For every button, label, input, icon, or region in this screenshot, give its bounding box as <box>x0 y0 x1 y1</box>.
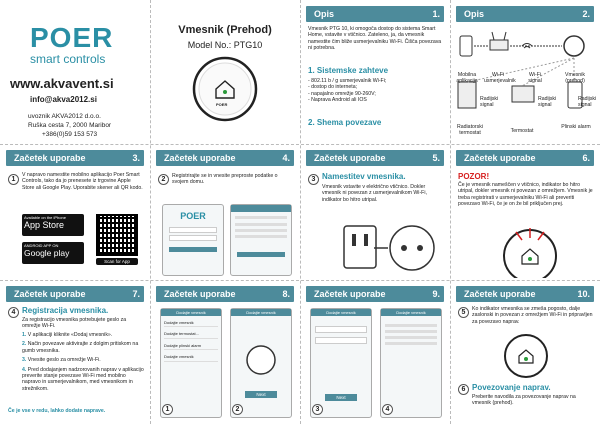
panel-header: Začetek uporabe 7. <box>6 286 144 302</box>
panel-header: Začetek uporabe 9. <box>306 286 444 302</box>
panel-start-6 <box>450 144 600 280</box>
requirements-title: 1. Sistemske zahteve <box>308 66 389 75</box>
phone-screen-home <box>230 204 292 276</box>
email[interactable]: info@akva2012.si <box>30 95 97 104</box>
importer-line2: Ruška cesta 7, 2000 Maribor <box>28 122 112 129</box>
step-title: Registracija vmesnika. <box>22 306 109 315</box>
panel-header: Začetek uporabe 5. <box>306 150 444 166</box>
step-number: 4 <box>382 404 393 415</box>
phone-screen-register <box>162 204 224 276</box>
product-title: Vmesnik (Prehod) <box>178 24 272 36</box>
registration-steps <box>22 332 144 395</box>
requirement-item: - dostop do interneta; <box>308 84 358 91</box>
importer-line1: uvoznik AKVA2012 d.o.o. <box>28 113 101 120</box>
signal-label: Radijski signal <box>578 96 597 109</box>
registration-step: 2. Način povezave aktivirajte z dolgim pritiskom na gumb vmesnika. <box>22 341 139 354</box>
panel-start-3 <box>0 144 150 280</box>
wifi-password-field[interactable] <box>315 337 367 344</box>
step-text: Ko indikator vmesnika se zmeša pogosto, dalje zaslonski in povezan z omrežjem Wi-Fi in pripravljen za povezavo naprav. <box>472 306 593 325</box>
gateway-connected-illustration <box>502 332 550 380</box>
importer-phone: +386(0)59 153 573 <box>42 131 98 138</box>
step-number: 5 <box>458 307 469 318</box>
bottom-device-label: Radiatorski termostat <box>457 124 483 137</box>
requirement-item: - napajalno omrežje 90-260V; <box>308 90 376 97</box>
device-label: Mobilna aplikacija <box>456 72 478 85</box>
app-store-button[interactable]: Available on the iPhone App Store <box>22 214 84 236</box>
requirements-list <box>308 78 386 104</box>
menu-item[interactable]: Dodajte vmesnik <box>164 354 218 361</box>
product-panel <box>150 0 300 144</box>
panel-header: Začetek uporabe 8. <box>156 286 294 302</box>
phone-screen-gateway-instructions: Dodajte vmesnik Next <box>230 308 292 418</box>
next-button[interactable]: Next <box>325 394 357 401</box>
google-play-button[interactable]: ANDROID APP ON Google play <box>22 242 84 264</box>
device-label: Wi-Fi usmerjevalnik <box>484 72 516 85</box>
bottom-device-label: Plinski alarm <box>561 124 591 130</box>
wifi-name-field[interactable] <box>315 326 367 333</box>
brand-tagline: smart controls <box>30 52 106 66</box>
phone-screen-status: Dodajte vmesnik <box>380 308 442 418</box>
panel-header: Začetek uporabe 4. <box>156 150 294 166</box>
gateway-device-illustration <box>192 56 258 122</box>
device-label: Wi-Fi signal <box>528 72 542 85</box>
plug-socket-illustration <box>340 222 440 276</box>
brand-logo: POER <box>30 22 114 53</box>
requirement-item: - 802.11 b / g usmerjevalnik Wi-Fi; <box>308 78 387 84</box>
step-number: 2 <box>158 174 169 185</box>
registration-step: 1. V aplikaciji kliknite «Dodaj vmesnik». <box>22 332 113 338</box>
app-logo: POER <box>180 211 206 221</box>
step-text: Vmesnik vstavite v električno vtičnico. Dokler vmesnik ni povezan z usmerjevalnikom Wi-Fi, indikator bo hitro utripal. <box>322 184 427 203</box>
step-number: 6 <box>458 384 469 395</box>
step-number: 1 <box>8 174 19 185</box>
step-number: 2 <box>232 404 243 415</box>
step-number: 4 <box>8 307 19 318</box>
brand-panel <box>0 0 150 144</box>
panel-start-5 <box>300 144 450 280</box>
warning-title: POZOR! <box>458 172 490 181</box>
gateway-icon <box>231 340 291 380</box>
signal-label: Radijski signal <box>480 96 499 109</box>
device-logo: POER <box>216 102 228 107</box>
panel-header: Začetek uporabe 6. <box>456 150 594 166</box>
device-label: Vmesnik (prehod) <box>565 72 585 85</box>
scheme-title: 2. Shema povezave <box>308 118 382 127</box>
registration-step: 3. Vnesite geslo za omrežje Wi-Fi. <box>22 357 101 364</box>
panel-header: Opis 1. <box>306 6 444 22</box>
panel-start-10 <box>450 280 600 424</box>
panel-opis-2 <box>450 0 600 144</box>
scan-label: Scan for App <box>96 258 138 265</box>
registration-footer: Če je vse v redu, lahko dodate naprave. <box>8 408 106 414</box>
step-text: V napravo namestite mobilno aplikacijo Poer Smart Controls, tako da jo prenesete iz trgovine Apple Store ali Google Play. Uporabite skener ali QR kodo. <box>22 172 143 191</box>
step-title: Povezovanje naprav. <box>472 383 551 392</box>
panel-header: Začetek uporabe 3. <box>6 150 144 166</box>
step-intro: Za registracijo vmesnika potrebujete geslo za omrežje Wi-Fi. <box>22 317 127 330</box>
phone-screen-add-gateway: Dodajte vmesnik Dodajte vmesnik Dodajte termostat... Dodajte plinski alarm Dodajte vmesnik <box>160 308 222 418</box>
description-text: Vmesnik PTG 10, ki omogoča dostop do sistema Smart Home, vstavite v vtičnico. Zatelenо, ja, da vmesnik namestite čim bliže usmerjevalniku Wi-Fi. Čišča povezava ni potrebna. <box>308 26 442 52</box>
panel-header: Opis 2. <box>456 6 594 22</box>
step-number: 3 <box>312 404 323 415</box>
panel-start-4 <box>150 144 300 280</box>
qr-code[interactable] <box>96 214 138 256</box>
next-button[interactable]: Next <box>245 391 277 398</box>
panel-opis-1 <box>300 0 450 144</box>
step-number: 1 <box>162 404 173 415</box>
warning-text: Če je vmesnik nameščen v vtičnico, indikator bo hitro utripal, dokler vmesnik ni povezan z omrežjem. Vmesnik je treba registrirati v usmerjevalniku Wi-Fi ali preveriti povezavo Wi-Fi, če je on že bil priključen prej. <box>458 182 593 208</box>
panel-start-8 <box>150 280 300 424</box>
menu-item[interactable]: Dodajte termostat... <box>164 331 218 338</box>
product-model: Model No.: PTG10 <box>187 40 263 50</box>
step-number: 3 <box>308 174 319 185</box>
gateway-indicator-illustration <box>500 226 560 278</box>
step-title: Namestitev vmesnika. <box>322 172 406 181</box>
bottom-device-label: Termostat <box>510 128 534 134</box>
registration-step: 4. Pred dodajanjem nadzorovanih naprav v aplikacijo preverite stanje povezave Wi-Fi med mobilno napravo in usmerjevalnikom, med vmesnikom in strežnikom. <box>22 366 144 392</box>
website[interactable]: www.akvavent.si <box>10 76 114 91</box>
step-text: Registrirajte se in vnesite preproste podatke o svojem domu. <box>172 173 278 186</box>
menu-item[interactable]: Dodajte vmesnik <box>164 320 218 327</box>
panel-start-7 <box>0 280 150 424</box>
step-text: Preberite navodila za povezovanje naprav na vmesnik (prehod). <box>472 394 576 407</box>
requirement-item: - Naprava Android ali IOS <box>308 97 367 104</box>
panel-header: Začetek uporabe 10. <box>456 286 594 302</box>
signal-label: Radijski signal <box>538 96 557 109</box>
menu-item[interactable]: Dodajte plinski alarm <box>164 343 218 350</box>
phone-screen-password: Dodajte vmesnik Next <box>310 308 372 418</box>
panel-start-9 <box>300 280 450 424</box>
